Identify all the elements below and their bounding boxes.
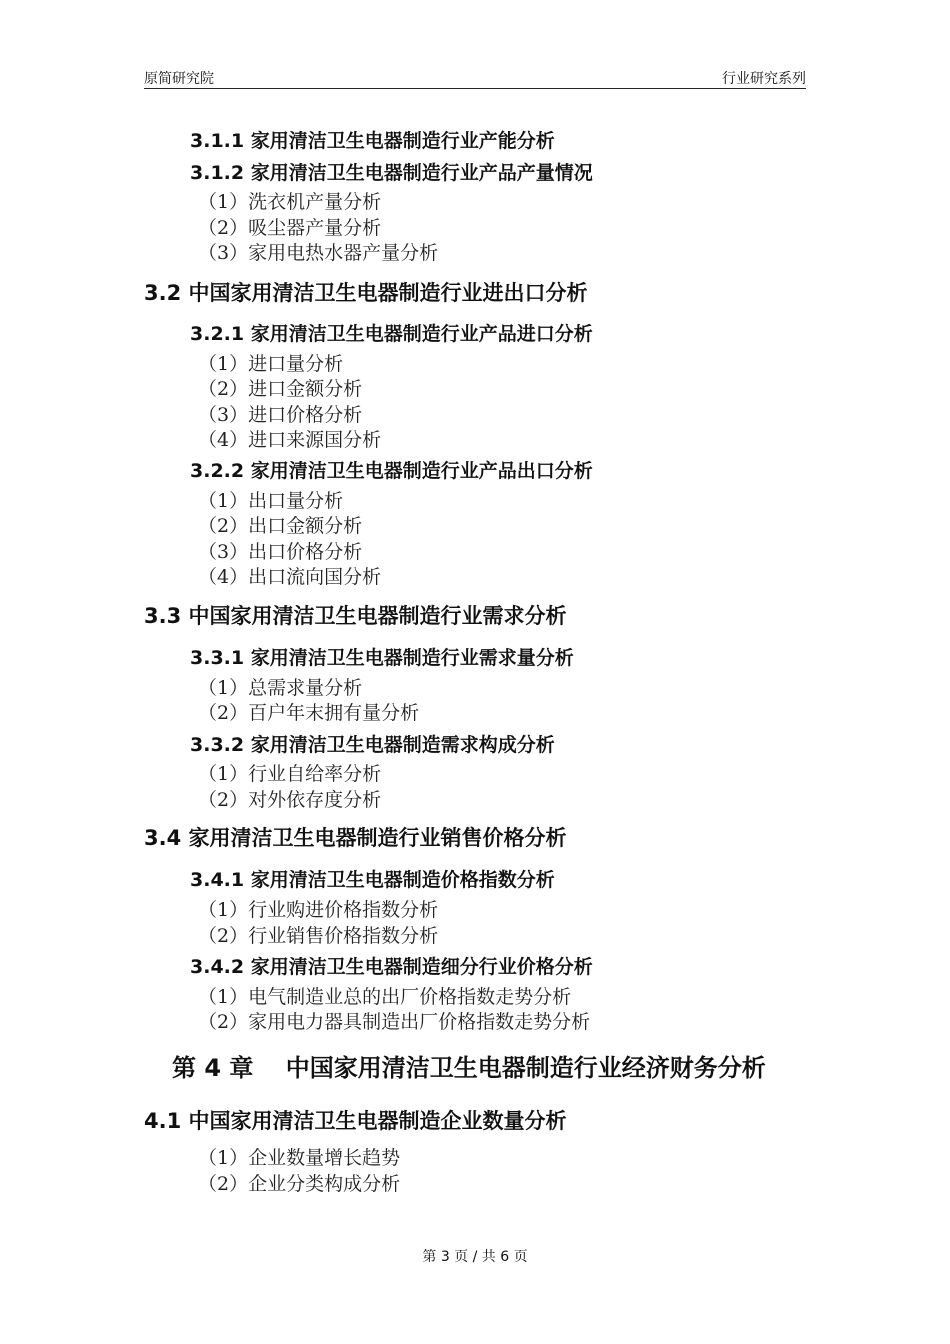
toc-line-3-2-2: 3.2.2 家用清洁卫生电器制造行业产品出口分析 [190, 460, 593, 482]
toc-line-3-4: 3.4 家用清洁卫生电器制造行业销售价格分析 [144, 826, 567, 850]
toc-item: （1）行业自给率分析 [198, 763, 382, 785]
toc-line-3-1-2: 3.1.2 家用清洁卫生电器制造行业产品产量情况 [190, 162, 593, 184]
toc-item: （2）进口金额分析 [198, 378, 363, 400]
page-footer: 第 3 页 / 共 6 页 [422, 1249, 528, 1265]
toc-item: （1）出口量分析 [198, 490, 344, 512]
toc-line-3-2: 3.2 中国家用清洁卫生电器制造行业进出口分析 [144, 281, 588, 305]
toc-line-3-4-1: 3.4.1 家用清洁卫生电器制造价格指数分析 [190, 869, 555, 891]
toc-item: （1）进口量分析 [198, 353, 344, 375]
toc-line-4-1: 4.1 中国家用清洁卫生电器制造企业数量分析 [144, 1109, 567, 1133]
toc-item: （2）对外依存度分析 [198, 789, 382, 811]
toc-chapter-4: 第 4 章 中国家用清洁卫生电器制造行业经济财务分析 [172, 1054, 766, 1082]
header-org-name: 原简研究院 [144, 71, 214, 87]
toc-item: （1）企业数量增长趋势 [198, 1147, 401, 1169]
toc-item: （4）进口来源国分析 [198, 429, 382, 451]
header-series-name: 行业研究系列 [722, 71, 806, 87]
toc-item: （3）出口价格分析 [198, 541, 363, 563]
toc-line-3-3: 3.3 中国家用清洁卫生电器制造行业需求分析 [144, 604, 567, 628]
toc-item: （1）洗衣机产量分析 [198, 191, 382, 213]
toc-item: （2）行业销售价格指数分析 [198, 925, 439, 947]
toc-line-3-2-1: 3.2.1 家用清洁卫生电器制造行业产品进口分析 [190, 323, 593, 345]
toc-item: （2）出口金额分析 [198, 515, 363, 537]
toc-line-3-1-1: 3.1.1 家用清洁卫生电器制造行业产能分析 [190, 130, 555, 152]
toc-item: （2）家用电力器具制造出厂价格指数走势分析 [198, 1011, 591, 1033]
toc-item: （2）企业分类构成分析 [198, 1173, 401, 1195]
toc-line-3-3-2: 3.3.2 家用清洁卫生电器制造需求构成分析 [190, 734, 555, 756]
toc-item: （3）家用电热水器产量分析 [198, 242, 439, 264]
toc-item: （4）出口流向国分析 [198, 566, 382, 588]
toc-line-3-4-2: 3.4.2 家用清洁卫生电器制造细分行业价格分析 [190, 956, 593, 978]
toc-item: （2）百户年末拥有量分析 [198, 702, 420, 724]
toc-item: （3）进口价格分析 [198, 404, 363, 426]
toc-item: （2）吸尘器产量分析 [198, 217, 382, 239]
toc-item: （1）总需求量分析 [198, 677, 363, 699]
toc-line-3-3-1: 3.3.1 家用清洁卫生电器制造行业需求量分析 [190, 647, 574, 669]
toc-item: （1）电气制造业总的出厂价格指数走势分析 [198, 986, 572, 1008]
page-header [144, 66, 806, 89]
toc-item: （1）行业购进价格指数分析 [198, 899, 439, 921]
